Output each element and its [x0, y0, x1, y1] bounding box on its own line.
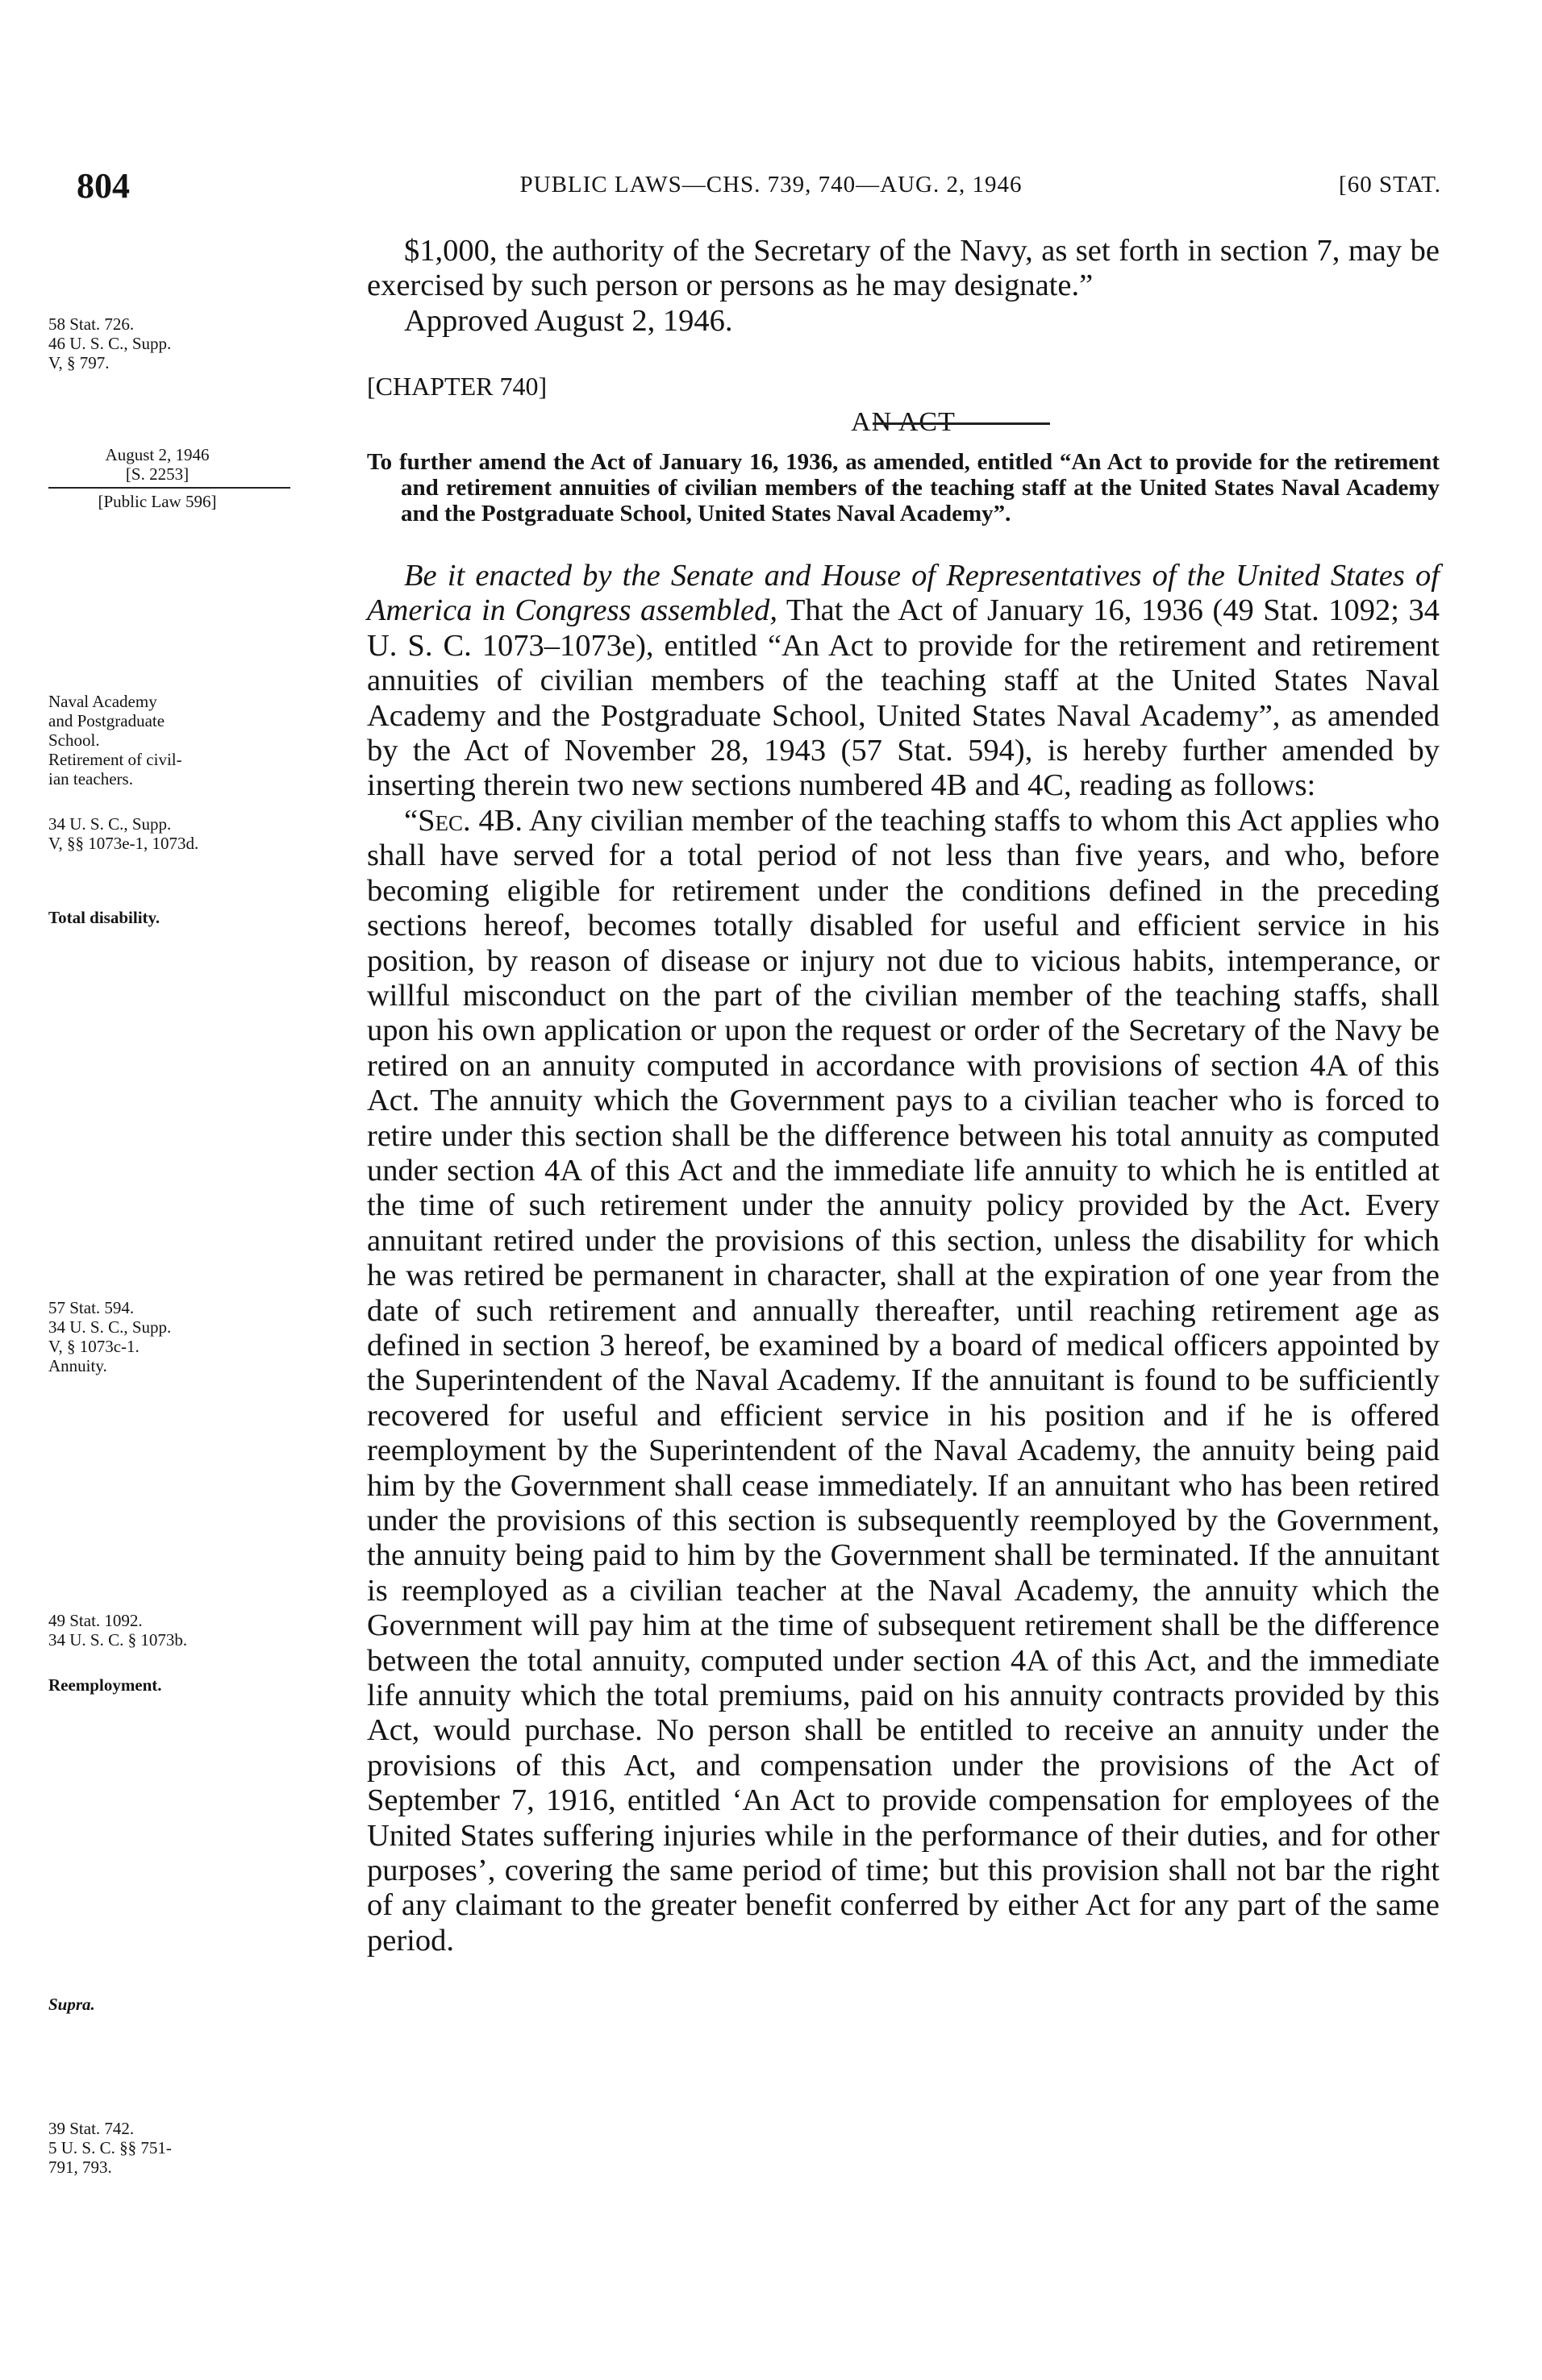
- enacting-clause: Be it enacted by the Senate and House of Representatives of the United States of America in Congress assembled,: [367, 559, 1440, 628]
- enactment-date: August 2, 1946: [105, 445, 210, 464]
- margin-note-subject: Naval Academy and Postgraduate School. Retirement of civil- ian teachers.: [48, 692, 182, 788]
- margin-note-citation-2: 34 U. S. C., Supp. V, §§ 1073e-1, 1073d.: [48, 814, 199, 853]
- main-text: [367, 234, 1440, 1958]
- approval-line: Approved August 2, 1946.: [404, 303, 733, 338]
- section-1-text: That the Act of January 16, 1936 (49 Stat. 1092; 34 U. S. C. 1073–1073e), entitled “An Act to provide for the retirement and retirement annuities of civilian members of the teaching staff at the United States Naval Academy and the Postgraduate School, United States Naval Academy”, as amended by the Act of November 28, 1943 (57 Stat. 594), is hereby further amended by inserting therein two new sections numbered 4B and 4C, reading as follows:: [367, 593, 1440, 803]
- margin-note-citation-3: 57 Stat. 594. 34 U. S. C., Supp. V, § 1073c-1. Annuity.: [48, 1298, 172, 1375]
- margin-note-total-disability: Total disability.: [48, 908, 160, 927]
- page-header: [0, 165, 1542, 206]
- act-heading: AN ACT: [851, 406, 956, 437]
- margin-note-citation-5: 39 Stat. 742. 5 U. S. C. §§ 751- 791, 793.: [48, 2119, 172, 2177]
- running-head: PUBLIC LAWS—CHS. 739, 740—AUG. 2, 1946: [519, 172, 1023, 198]
- act-long-title: To further amend the Act of January 16, 1936, as amended, entitled “An Act to provide for the retirement and retirement annuities of civilian members of the teaching staff at the United States Naval Academy and the Postgraduate School, United States Naval Academy”.: [367, 449, 1440, 527]
- page-number: 804: [77, 166, 130, 206]
- public-law-number: [Public Law 596]: [98, 492, 217, 511]
- margin-note-reemployment: Reemployment.: [48, 1675, 162, 1695]
- margin-note-citation-1: 58 Stat. 726. 46 U. S. C., Supp. V, § 797.: [48, 314, 172, 372]
- section-4b-label: “Sec. 4B.: [404, 803, 523, 838]
- chapter-divider-rule: [873, 422, 1050, 425]
- senate-bill-number: [S. 2253]: [125, 464, 190, 484]
- margin-note-supra: Supra.: [48, 1995, 95, 2014]
- margin-divider: [48, 487, 290, 489]
- section-4b-text: Any civilian member of the teaching staffs to whom this Act applies who shall have served for a total period of not less than five years, and who, before becoming eligible for retirement under the conditions defined in the preceding sections hereof, becomes totally disabled for useful and efficient service in his position, by reason of disease or injury not due to vicious habits, intemperance, or willful misconduct on the part of the civilian member of the teaching staffs, shall upon his own application or upon the request or order of the Secretary of the Navy be retired on an annuity computed in accordance with provisions of section 4A of this Act. The annuity which the Government pays to a civilian teacher who is forced to retire under this section shall be the difference between his total annuity as computed under section 4A of this Act and the immediate life annuity to which he is entitled at the time of such retirement under the annuity policy provided by the Act. Every annuitant retired under the provisions of this section, unless the disability for which he was retired be permanent in character, shall at the expiration of one year from the date of such retirement and annually thereafter, until reaching retirement age as defined in section 3 hereof, be examined by a board of medical officers appointed by the Superintendent of the Naval Academy. If the annuitant is found to be sufficiently recovered for useful and efficient service in his position and if he is offered reemployment by the Superintendent of the Naval Academy, the annuity being paid him by the Government shall cease immediately. If an annuitant who has been retired under the provisions of this section is subsequently reemployed by the Government, the annuity being paid to him by the Government shall be terminated. If the annuitant is reemployed as a civilian teacher at the Naval Academy, the annuity which the Government will pay him at the time of subsequent retirement shall be the difference between the total annuity, computed under section 4A of this Act, and the immediate life annuity which the total premiums, paid on his annuity contracts provided by this Act, would purchase. No person shall be entitled to receive an annuity under the provisions of this Act, and compensation under the provisions of the Act of September 7, 1916, entitled ‘An Act to provide compensation for employees of the United States suffering injuries while in the performance of their duties, and for other purposes’, covering the same period of time; but this provision shall not bar the right of any claimant to the greater benefit conferred by either Act for any part of the same period.: [367, 803, 1440, 1958]
- margin-enactment-info: [48, 445, 266, 511]
- enacting-paragraph: [367, 559, 1440, 804]
- section-4b-paragraph: [367, 804, 1440, 1958]
- carryover-paragraph: $1,000, the authority of the Secretary of the Navy, as set forth in section 7, may be exercised by such person or persons as he may designate.”: [367, 234, 1440, 303]
- volume-reference: [60 STAT.: [1339, 172, 1441, 198]
- margin-note-citation-4: 49 Stat. 1092. 34 U. S. C. § 1073b.: [48, 1611, 188, 1650]
- chapter-number: [CHAPTER 740]: [367, 372, 548, 402]
